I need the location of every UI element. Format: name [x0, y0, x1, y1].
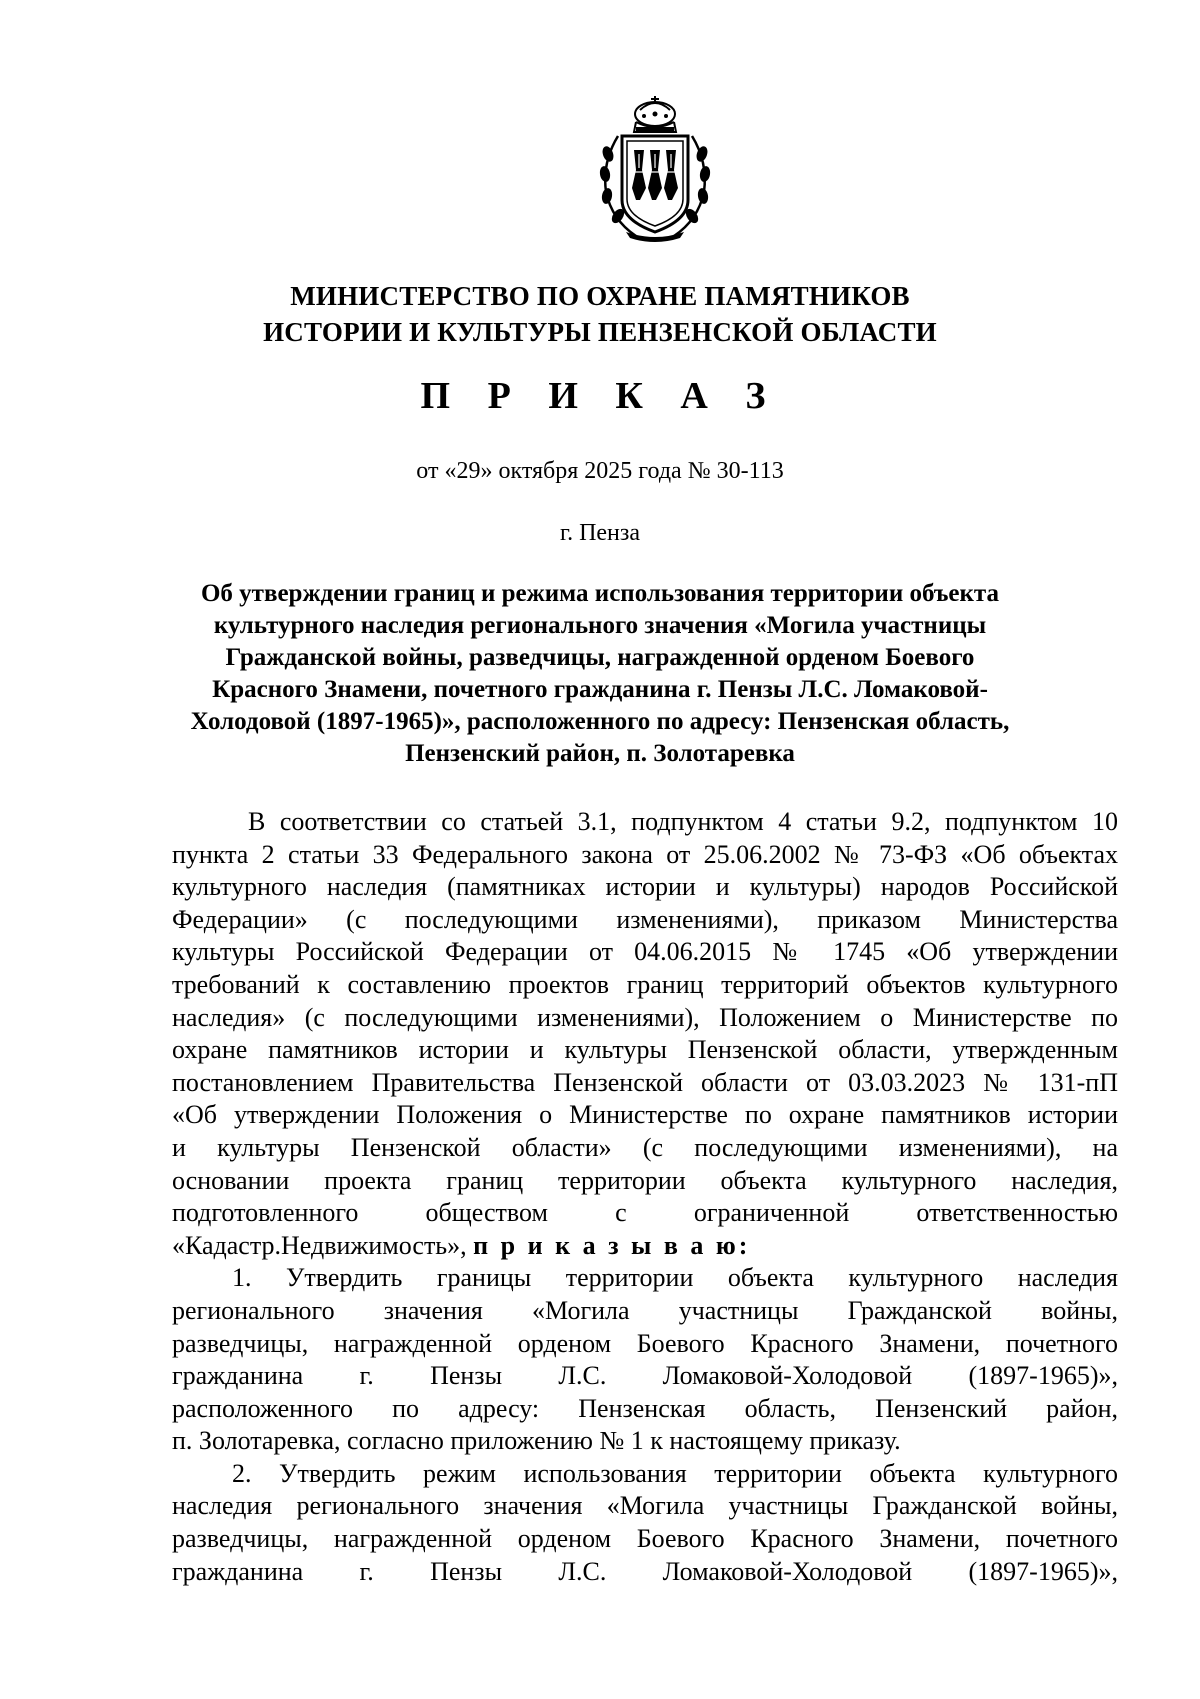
- item1-last-line: п. Золотаревка, согласно приложению № 1 к настоящему приказу.: [172, 1426, 901, 1456]
- order-city: г. Пенза: [559, 520, 641, 546]
- preamble-line: постановлением Правительства Пензенской области от 03.03.2023 № 131-пП: [172, 1067, 1118, 1097]
- subject-line: Пензенский район, п. Золотаревка: [405, 740, 795, 767]
- order-date: от «29» октября 2025 года № 30-113: [416, 458, 784, 484]
- ministry-name-line1: МИНИСТЕРСТВО ПО ОХРАНЕ ПАМЯТНИКОВ: [290, 281, 910, 311]
- preamble-line: культурного наследия (памятниках истории и культуры) народов Российской: [172, 872, 1118, 902]
- preamble-last-line: [172, 1230, 1118, 1263]
- subject-line: Об утверждении границ и режима использования территории объекта: [200, 580, 1000, 607]
- order-body: [172, 806, 1118, 1588]
- ministry-name-line2: ИСТОРИИ И КУЛЬТУРЫ ПЕНЗЕНСКОЙ ОБЛАСТИ: [263, 317, 937, 347]
- preamble-line: охране памятников истории и культуры Пензенской области, утвержденным: [172, 1035, 1118, 1065]
- preamble-line: подготовленного обществом с ограниченной ответственностью: [172, 1198, 1118, 1228]
- preamble-line: культуры Российской Федерации от 04.06.2015 № 1745 «Об утверждении: [172, 937, 1118, 967]
- order-title: П Р И К А З: [420, 375, 780, 417]
- item2-line: разведчицы, награжденной орденом Боевого Красного Знамени, почетного: [172, 1524, 1118, 1554]
- item2-line: 2. Утвердить режим использования территории объекта культурного: [232, 1458, 1118, 1488]
- preamble-line: основании проекта границ территории объекта культурного наследия,: [172, 1165, 1118, 1195]
- ministry-name: [180, 278, 1020, 350]
- coat-of-arms-icon: [596, 92, 714, 242]
- preamble-line: пункта 2 статьи 33 Федерального закона от 25.06.2002 № 73-ФЗ «Об объектах: [172, 839, 1118, 869]
- item1-line: гражданина г. Пензы Л.С. Ломаковой-Холодовой (1897-1965)»,: [172, 1361, 1118, 1391]
- preamble-line: Федерации» (с последующими изменениями), приказом Министерства: [172, 904, 1118, 934]
- preamble-line: наследия» (с последующими изменениями), Положением о Министерстве по: [172, 1002, 1118, 1032]
- item2-line: гражданина г. Пензы Л.С. Ломаковой-Холодовой (1897-1965)»,: [172, 1556, 1118, 1586]
- item1-line: регионального значения «Могила участницы Гражданской войны,: [172, 1295, 1118, 1325]
- preamble-last-text: «Кадастр.Недвижимость»,: [172, 1230, 467, 1260]
- preamble-line: В соответствии со статьей 3.1, подпунктом 4 статьи 9.2, подпунктом 10: [248, 807, 1118, 836]
- preamble-line: и культуры Пензенской области» (с последующими изменениями), на: [172, 1132, 1118, 1162]
- item1-line: 1. Утвердить границы территории объекта культурного наследия: [232, 1263, 1118, 1293]
- item2-line: наследия регионального значения «Могила участницы Гражданской войны,: [172, 1491, 1118, 1521]
- preamble-line: требований к составлению проектов границ территорий объектов культурного: [172, 969, 1118, 999]
- order-subject: [160, 578, 1040, 770]
- subject-line: культурного наследия регионального значения «Могила участницы: [213, 612, 987, 639]
- decree-word: п р и к а з ы в а ю:: [473, 1230, 751, 1260]
- item1-line: расположенного по адресу: Пензенская область, Пензенский район,: [172, 1393, 1118, 1423]
- preamble-line: «Об утверждении Положения о Министерстве по охране памятников истории: [172, 1100, 1118, 1130]
- subject-line: Холодовой (1897-1965)», расположенного по адресу: Пензенская область,: [190, 708, 1010, 735]
- subject-line: Красного Знамени, почетного гражданина г. Пензы Л.С. Ломаковой-: [212, 676, 988, 703]
- item1-line: разведчицы, награжденной орденом Боевого Красного Знамени, почетного: [172, 1328, 1118, 1358]
- subject-line: Гражданской войны, разведчицы, награжденной орденом Боевого: [225, 644, 975, 671]
